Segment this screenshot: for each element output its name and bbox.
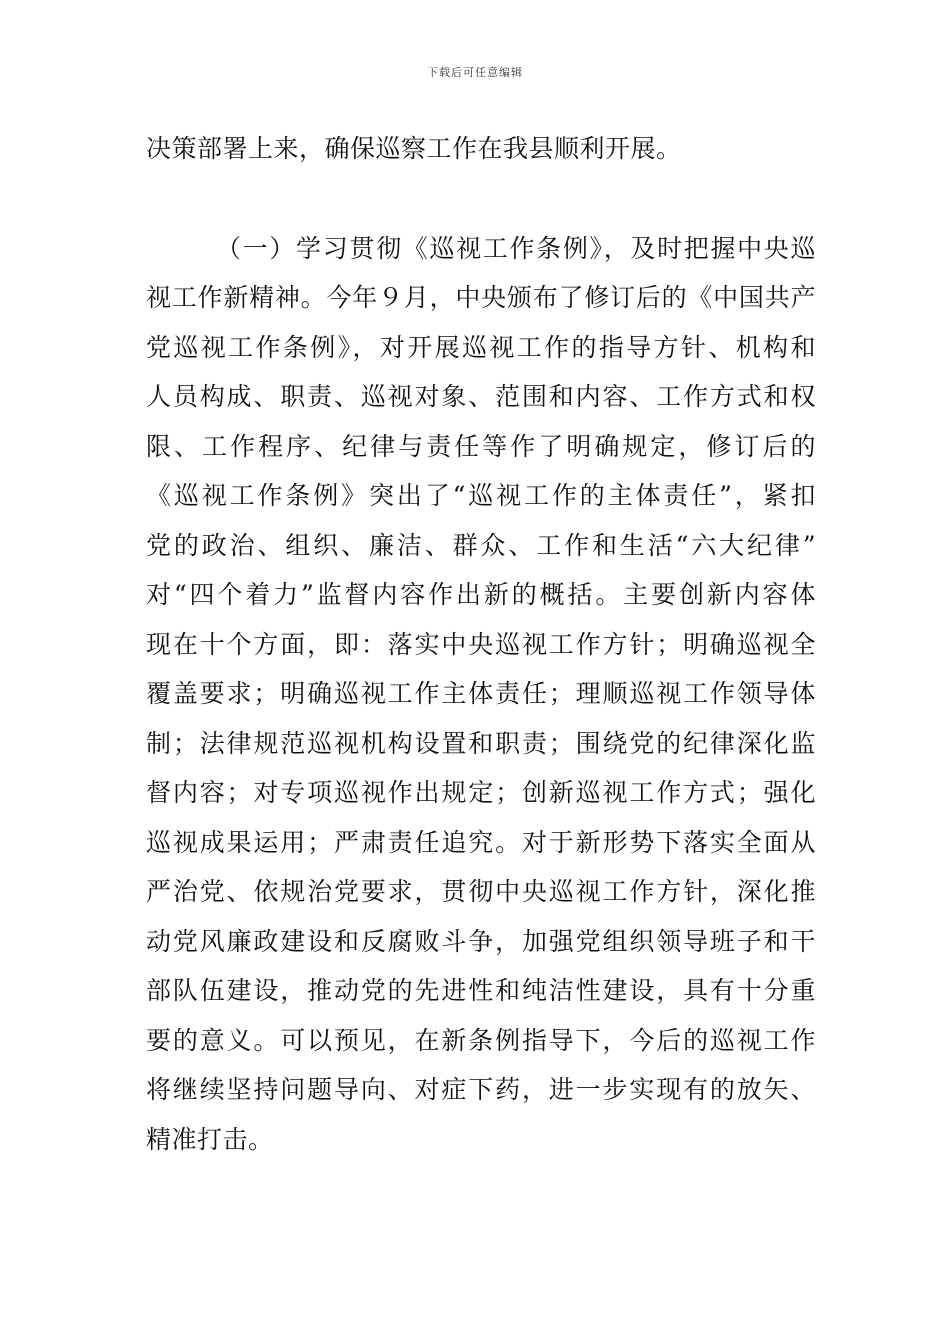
paragraph-line: 视工作新精神。今年９月，中央颁布了修订后的《中国共产 (146, 283, 816, 312)
paragraph-line: 严治党、依规治党要求，贯彻中央巡视工作方针，深化推 (146, 877, 816, 906)
paragraph-line: 巡视成果运用；严肃责任追究。对于新形势下落实全面从 (146, 828, 816, 857)
paragraph-line: 要的意义。可以预见，在新条例指导下，今后的巡视工作 (146, 1026, 816, 1055)
paragraph-line: 限、工作程序、纪律与责任等作了明确规定，修订后的 (146, 432, 816, 461)
paragraph-line: 党的政治、组织、廉洁、群众、工作和生活“六大纪律” (146, 531, 816, 560)
paragraph-line: 督内容；对专项巡视作出规定；创新巡视工作方式；强化 (146, 778, 816, 807)
paragraph-line: 党巡视工作条例》，对开展巡视工作的指导方针、机构和 (146, 333, 816, 362)
paragraph-line: 对“四个着力”监督内容作出新的概括。主要创新内容体 (146, 580, 816, 609)
paragraph-line: （一）学习贯彻《巡视工作条例》，及时把握中央巡 (216, 234, 816, 263)
paragraph-line: 《巡视工作条例》突出了“巡视工作的主体责任”，紧扣 (146, 481, 816, 510)
paragraph-line: 部队伍建设，推动党的先进性和纯洁性建设，具有十分重 (146, 976, 816, 1005)
paragraph-line: 动党风廉政建设和反腐败斗争，加强党组织领导班子和干 (146, 927, 816, 956)
header-note: 下载后可任意编辑 (427, 66, 523, 79)
paragraph-line: 人员构成、职责、巡视对象、范围和内容、工作方式和权 (146, 382, 816, 411)
paragraph-line: 决策部署上来，确保巡察工作在我县顺利开展。 (146, 134, 682, 163)
paragraph-line: 现在十个方面，即：落实中央巡视工作方针；明确巡视全 (146, 630, 816, 659)
paragraph-line: 将继续坚持问题导向、对症下药，进一步实现有的放矢、 (146, 1075, 816, 1104)
paragraph-line: 制；法律规范巡视机构设置和职责；围绕党的纪律深化监 (146, 729, 816, 758)
paragraph-line: 覆盖要求；明确巡视工作主体责任；理顺巡视工作领导体 (146, 679, 816, 708)
paragraph-line: 精准打击。 (146, 1125, 274, 1154)
